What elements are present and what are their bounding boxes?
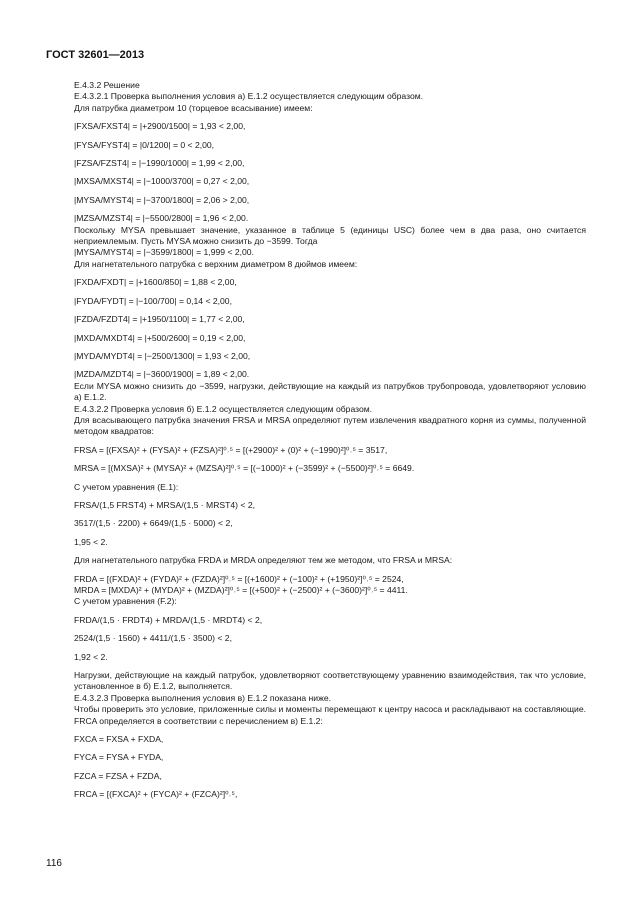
- text-line: |MYSA/MYST4| = |−3700/1800| = 2,06 > 2,00,: [74, 194, 250, 205]
- text-line: E.4.3.2 Решение: [74, 80, 140, 90]
- text-line: Для патрубка диаметром 10 (торцевое всасывание) имеем:: [74, 102, 313, 113]
- spacer: [46, 764, 586, 771]
- spacer: [46, 307, 586, 314]
- running-header: ГОСТ 32601—2013: [46, 49, 145, 61]
- text-line: |MZDA/MZDT4| = |−3600/1900| = 1,89 < 2,00.: [74, 369, 250, 380]
- text-line: Чтобы проверить это условие, приложенные силы и моменты перемещают к центру насоса и раскладывают на составляющие. FRCA определяется в соответствии с перечислением в) E.1.2:: [74, 704, 586, 726]
- spacer: [46, 270, 586, 277]
- text-line: MRSA = [(MXSA)² + (MYSA)² + (MZSA)²]⁰˒⁵ = [(−1000)² + (−3599)² + (−5500)²]⁰˒⁵ = 6649.: [74, 463, 415, 474]
- spacer: [46, 548, 586, 555]
- spacer: [46, 188, 586, 195]
- text-line: Для нагнетательного патрубка FRDA и MRDA определяют тем же методом, что FRSA и MRSA:: [74, 555, 453, 566]
- spacer: [46, 475, 586, 482]
- spacer: [46, 344, 586, 351]
- text-line: 2524/(1,5 · 1560) + 4411/(1,5 · 3500) < 2,: [74, 633, 232, 644]
- text-line: E.4.3.2.2 Проверка условия б) E.1.2 осуществляется следующим образом.: [74, 403, 373, 414]
- text-line: FRSA = [(FXSA)² + (FYSA)² + (FZSA)²]⁰˒⁵ = [(+2900)² + (0)² + (−1990)²]⁰˒⁵ = 3517,: [74, 444, 388, 455]
- spacer: [46, 456, 586, 463]
- spacer: [46, 608, 586, 615]
- text-line: FRSA/(1,5 FRST4) + MRSA/(1,5 · MRST4) < 2,: [74, 499, 255, 510]
- spacer: [46, 151, 586, 158]
- spacer: [46, 133, 586, 140]
- spacer: [46, 169, 586, 176]
- text-line: Если MYSA можно снизить до −3599, нагрузки, действующие на каждый из патрубков трубопровода, удовлетворяют условию а) E.1.2.: [74, 380, 586, 403]
- text-line: E.4.3.2.1 Проверка выполнения условия а) E.1.2 осуществляется следующим образом.: [74, 91, 424, 102]
- spacer: [46, 114, 586, 121]
- text-line: FYCA = FYSA + FYDA,: [74, 752, 164, 763]
- text-line: |FYDA/FYDT| = |−100/700| = 0,14 < 2,00,: [74, 295, 232, 306]
- spacer: [46, 289, 586, 296]
- spacer: [46, 493, 586, 500]
- spacer: [46, 782, 586, 789]
- text-line: FRCA = [(FXCA)² + (FYCA)² + (FZCA)²]⁰˒⁵,: [74, 789, 238, 800]
- text-line: 3517/(1,5 · 2200) + 6649/(1,5 · 5000) < 2,: [74, 518, 233, 529]
- text-line: Поскольку MYSA превышает значение, указанное в таблице 5 (единицы USC) более чем в два раза, оно считается неприемлемым. Пусть MYSA можно снизить до −3599. Тогда: [74, 224, 586, 247]
- spacer: [46, 567, 586, 574]
- text-line: 1,95 < 2.: [74, 536, 108, 547]
- text-line: FXCA = FXSA + FXDA,: [74, 734, 164, 745]
- text-line: |MZSA/MZST4| = |−5500/2800| = 1,96 < 2,00.: [74, 213, 249, 224]
- spacer: [46, 511, 586, 518]
- text-line: |FZDA/FZDT4| = |+1950/1100| = 1,77 < 2,00,: [74, 314, 245, 325]
- spacer: [46, 530, 586, 537]
- spacer: [46, 326, 586, 333]
- text-line: С учетом уравнения (E.1):: [74, 481, 179, 492]
- spacer: [46, 206, 586, 213]
- page-body: [46, 80, 586, 801]
- text-line: Для всасывающего патрубка значения FRSA и MRSA определяют путем извлечения квадратного корня из суммы, полученной методом квадратов:: [74, 414, 586, 437]
- spacer: [46, 727, 586, 734]
- text-line: С учетом уравнения (F.2):: [74, 596, 177, 607]
- spacer: [46, 663, 586, 670]
- spacer: [46, 745, 586, 752]
- text-line: |MYSA/MYST4| = |−3599/1800| = 1,999 < 2,00.: [74, 247, 254, 258]
- text-line: FRDA/(1,5 · FRDT4) + MRDA/(1,5 · MRDT4) < 2,: [74, 614, 263, 625]
- text-line: |FZSA/FZST4| = |−1990/1000| = 1,99 < 2,00,: [74, 158, 245, 169]
- text-line: Для нагнетательного патрубка с верхним диаметром 8 дюймов имеем:: [74, 258, 358, 269]
- text-line: |MXDA/MXDT4| = |+500/2600| = 0,19 < 2,00,: [74, 332, 246, 343]
- text-line: |FXDA/FXDT| = |+1600/850| = 1,88 < 2,00,: [74, 277, 237, 288]
- text-line: |MXSA/MXST4| = |−1000/3700| = 0,27 < 2,00,: [74, 176, 250, 187]
- spacer: [46, 362, 586, 369]
- text-line: FZCA = FZSA + FZDA,: [74, 770, 162, 781]
- text-line: E.4.3.2.3 Проверка выполнения условия в) E.1.2 показана ниже.: [74, 692, 332, 703]
- text-line: FRDA = [(FXDA)² + (FYDA)² + (FZDA)²]⁰˒⁵ = [(+1600)² + (−100)² + (+1950)²]⁰˒⁵ = 2524,: [74, 573, 404, 584]
- spacer: [46, 626, 586, 633]
- spacer: [46, 645, 586, 652]
- text-line: |FYSA/FYST4| = |0/1200| = 0 < 2,00,: [74, 139, 215, 150]
- text-line: |FXSA/FXST4| = |+2900/1500| = 1,93 < 2,00,: [74, 121, 246, 132]
- text-line: MRDA = [MXDA)² + (MYDA)² + (MZDA)²]⁰˒⁵ = [(+500)² + (−2500)² + (−3600)²]⁰˒⁵ = 4411.: [74, 585, 408, 595]
- text-line: 1,92 < 2.: [74, 651, 108, 662]
- text-line: |MYDA/MYDT4| = |−2500/1300| = 1,93 < 2,00,: [74, 350, 251, 361]
- text-line: Нагрузки, действующие на каждый патрубок, удовлетворяют соответствующему уравнению взаимодействия, так что условие, установленное в б) E.1.2, выполняется.: [74, 670, 586, 692]
- page-number: 116: [46, 858, 62, 869]
- spacer: [46, 438, 586, 445]
